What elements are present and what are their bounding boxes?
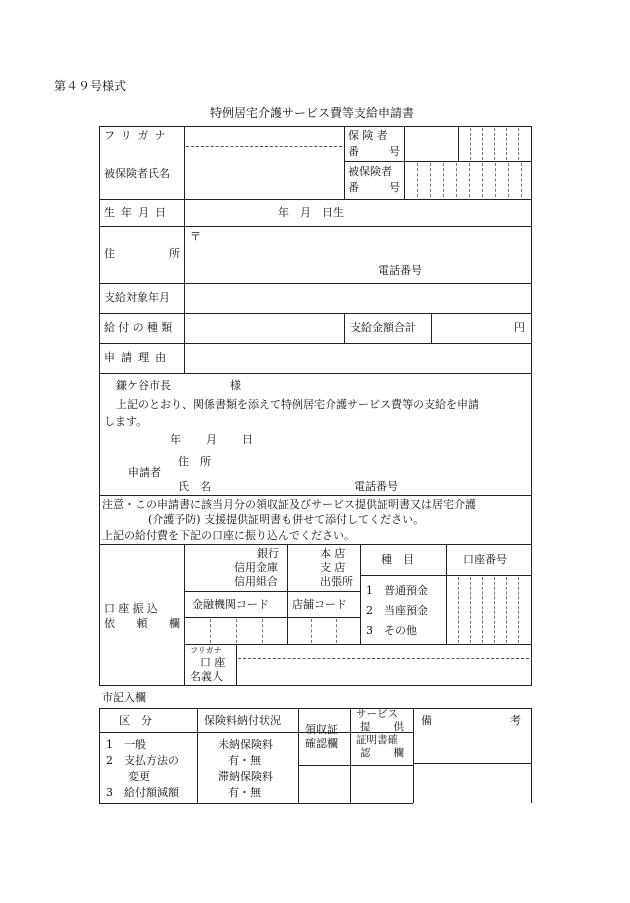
branch-type-branch: 支店 <box>320 561 349 574</box>
applicant-phone: 電話番号 <box>354 480 398 493</box>
transfer-char: 頼 <box>136 617 148 630</box>
benefit-type-label: 給付の種類 <box>104 321 176 334</box>
account-kind-ordinary: 1 普通預金 <box>366 584 428 597</box>
remarks-char: 考 <box>510 714 521 727</box>
service-char: 提 <box>360 721 371 733</box>
premium-unpaid: 未納保険料 <box>218 738 273 751</box>
date-year: 年 <box>170 433 181 446</box>
request-text-line-1: 上記のとおり、関係書類を添えて特例居宅介護サービス費等の支給を申請 <box>116 398 479 411</box>
transfer-char: 依 <box>104 617 115 630</box>
city-header-receipt-1: 領収証 <box>305 723 338 736</box>
account-kind-current: 2 当座預金 <box>366 604 428 617</box>
premium-unpaid-yesno: 有・無 <box>228 754 261 767</box>
form-number: 第４９号様式 <box>54 79 127 93</box>
applicant-address-char: 所 <box>200 455 211 468</box>
city-header-service-3: 証明書確 <box>356 734 398 746</box>
total-amount-label: 支給金額合計 <box>350 321 416 334</box>
service-char: 欄 <box>393 747 404 759</box>
bank-intro: 上記の給付費を下記の口座に振り込んでください。 <box>102 529 355 542</box>
transfer-label-1: 口座振込 <box>104 602 162 615</box>
category-item-payment-change: 2 支払方法の <box>106 754 179 767</box>
transfer-label-2 <box>104 618 180 629</box>
city-section-label: 市記入欄 <box>102 691 146 704</box>
addressee: 鎌ケ谷市長 <box>116 379 171 392</box>
yen-label: 円 <box>514 321 525 334</box>
applicant-name-char: 氏 <box>178 480 189 493</box>
insured-number-char: 号 <box>389 181 400 194</box>
insurer-number-label-2 <box>348 146 400 157</box>
form-title: 特例居宅介護サービス費等支給申請書 <box>210 106 415 120</box>
applicant-address <box>178 456 211 467</box>
bank-type-shinkin: 信用金庫 <box>234 561 278 574</box>
insurer-number-char: 号 <box>389 145 400 158</box>
city-header-premium: 保険料納付状況 <box>204 714 281 727</box>
transfer-char: 欄 <box>169 617 180 630</box>
reason-label: 申請理由 <box>104 351 173 364</box>
city-header-remarks <box>421 715 521 726</box>
birthdate-value: 年 月 日生 <box>278 206 344 219</box>
city-header-receipt-2: 確認欄 <box>305 737 338 750</box>
note-line-1: 注意・この申請書に該当月分の領収証及びサービス提供証明書又は居宅介護 <box>102 498 476 511</box>
account-number-header: 口座番号 <box>463 553 507 566</box>
birthdate-label: 生年月日 <box>104 206 173 219</box>
city-header-category: 区 分 <box>119 714 152 727</box>
service-char: 認 <box>360 747 371 759</box>
branch-code-label: 店舗コード <box>292 598 347 611</box>
insured-number-label-2 <box>348 182 400 193</box>
branch-type-head: 本店 <box>320 547 349 560</box>
address-label <box>104 248 180 259</box>
insurer-number-label-1: 保険者 <box>348 129 391 142</box>
date-month: 月 <box>206 433 217 446</box>
insurer-number-char: 番 <box>348 145 359 158</box>
applicant-address-char: 住 <box>178 455 189 468</box>
category-item-general: 1 一般 <box>106 738 146 751</box>
address-char: 住 <box>104 247 115 260</box>
insured-name-label: 被保険者氏名 <box>104 167 170 180</box>
city-header-service-2 <box>360 722 404 733</box>
bank-code-label: 金融機関コード <box>192 598 269 611</box>
address-char: 所 <box>169 247 180 260</box>
applicant-name-char: 名 <box>200 480 211 493</box>
remarks-char: 備 <box>421 714 432 727</box>
request-text-line-2: します。 <box>104 415 148 428</box>
kind-header: 種 目 <box>381 553 414 566</box>
addressee-sama: 様 <box>230 379 241 392</box>
premium-arrears: 滞納保険料 <box>218 770 273 783</box>
insured-number-char: 番 <box>348 181 359 194</box>
premium-arrears-yesno: 有・無 <box>228 786 261 799</box>
branch-type-office: 出張所 <box>320 575 353 588</box>
city-header-service-4 <box>360 748 404 759</box>
city-header-service-1: サービス <box>356 708 398 720</box>
holder-label-1: 口座 <box>200 656 229 669</box>
phone-label: 電話番号 <box>378 264 422 277</box>
note-line-2: (介護予防) 支援提供証明書も併せて添付してください。 <box>148 513 425 526</box>
insured-number-label-1: 被保険者 <box>348 165 392 178</box>
holder-label-2: 名義人 <box>190 670 223 683</box>
bank-type-kumiai: 信用組合 <box>234 575 278 588</box>
postal-mark: 〒 <box>190 230 201 243</box>
furigana-label: フリガナ <box>104 129 172 142</box>
holder-furigana: フリガナ <box>190 646 222 655</box>
applicant-name <box>178 481 211 492</box>
applicant-label: 申請者 <box>128 466 161 479</box>
service-char: 供 <box>393 721 404 733</box>
account-kind-other: 3 その他 <box>366 624 417 637</box>
date-day: 日 <box>242 433 253 446</box>
bank-type-bank: 銀行 <box>257 547 279 560</box>
category-item-payment-change-2: 変更 <box>128 770 150 783</box>
payment-month-label: 支給対象年月 <box>104 291 170 304</box>
category-item-reduction: 3 給付額減額 <box>106 786 179 799</box>
